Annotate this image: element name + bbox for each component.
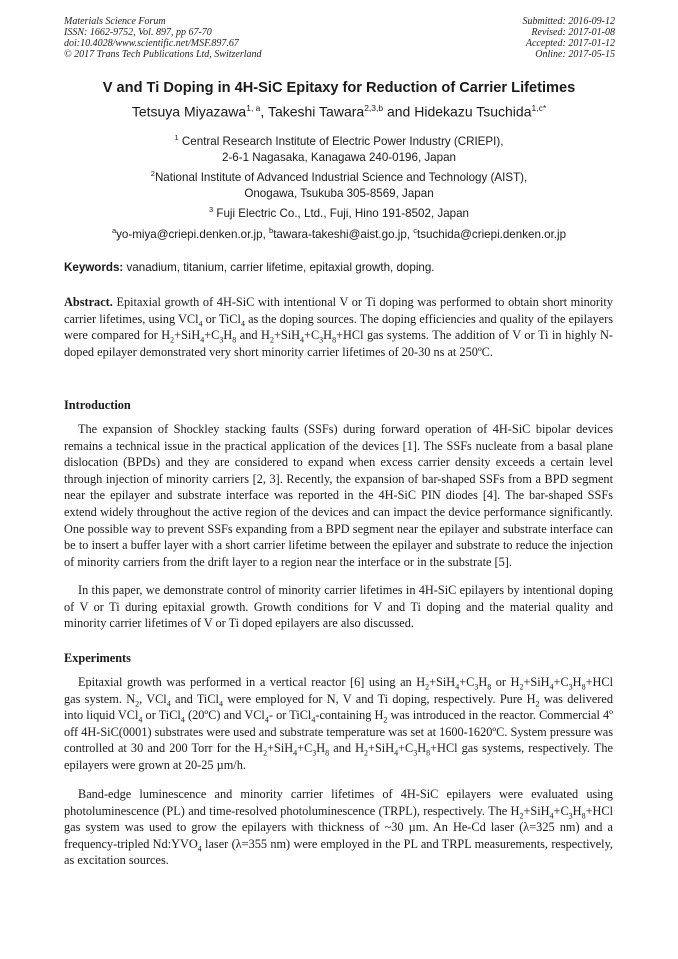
affiliation-3 (0, 202, 678, 222)
abstract-text: Epitaxial growth of 4H-SiC with intentional V or Ti doping was performed to obtain short minority carrier lifetimes, using VCl$_4$ or TiCl$_4$ as the doping sources. The doping efficiencies and quality of the epilayers were compared for $H_2+SiH_4+C_3H_8$ and $H_2+SiH_4+C_3H_8+HCl$ gas systems. The addition of V or Ti in highly N-doped epilayer demonstrated very short minority carrier lifetimes of 20-30 ns at 250ºC. (64, 295, 613, 359)
affiliation-sup: 1 (174, 133, 179, 142)
affiliation-sup: 3 (208, 205, 214, 214)
online-date: Online: 2017-05-15 (535, 49, 615, 60)
author-sup: 1,c* (531, 103, 547, 113)
journal-name: Materials Science Forum (64, 16, 166, 27)
email-link[interactable]: tawara-takeshi@aist.go.jp (273, 227, 407, 241)
email-sup: c (413, 226, 417, 235)
author-sup: 2,3,b (364, 103, 384, 113)
email-list (0, 226, 678, 241)
affiliation-line: Central Research Institute of Electric Power Industry (CRIEPI), (178, 134, 504, 148)
email-separator: , (262, 227, 270, 241)
keywords-text: vanadium, titanium, carrier lifetime, epitaxial growth, doping. (123, 261, 435, 274)
affiliation-sup: 2 (150, 169, 155, 178)
introduction-paragraph-2: In this paper, we demonstrate control of minority carrier lifetimes in 4H-SiC epilayers by intentional doping of V or Ti during epitaxial growth. Growth conditions for V and Ti doping and the material quality and minority carrier lifetimes of V or Ti doped epilayers are also discussed. (64, 583, 613, 631)
paper-title: V and Ti Doping in 4H-SiC Epitaxy for Reduction of Carrier Lifetimes (102, 80, 576, 96)
author-name: Tetsuya Miyazawa (131, 103, 247, 120)
experiments-heading: Experiments (64, 651, 131, 665)
email-sup: a (111, 226, 117, 235)
email-separator: , (406, 227, 414, 241)
publication-dates (523, 16, 616, 60)
issn: ISSN: 1662-9752, Vol. 897, pp 67-70 (64, 27, 212, 38)
doi[interactable]: doi:10.4028/www.scientific.net/MSF.897.67 (64, 38, 239, 49)
email-link[interactable]: yo-miya@criepi.denken.or.jp (116, 227, 263, 241)
journal-info (64, 16, 262, 60)
author-sup: 1, a (246, 103, 261, 113)
copyright: © 2017 Trans Tech Publications Ltd, Switzerland (64, 49, 262, 60)
accepted-date: Accepted: 2017-01-12 (525, 38, 615, 49)
submitted-date: Submitted: 2016-09-12 (522, 16, 615, 27)
keywords (64, 261, 435, 274)
introduction-heading: Introduction (64, 398, 131, 412)
affiliation-2 (0, 166, 678, 202)
affiliation-line: Onogawa, Tsukuba 305-8569, Japan (244, 186, 434, 200)
author-separator: , (260, 103, 268, 120)
author-name: Hidekazu Tsuchida (414, 103, 532, 120)
email-link[interactable]: tsuchida@criepi.denken.or.jp (416, 227, 567, 241)
experiments-paragraph-1: Epitaxial growth was performed in a vertical reactor [6] using an $H_2+SiH_4+C_3H_8$ or $H_2+SiH_4+C_3H_8+HCl$ gas system. $N_2$, VCl$_4$ and TiCl$_4$ were employed for N, V and Ti doping, respectively. Pure $H_2$ was delivered into liquid VCl$_4$ or TiCl$_4$ (20ºC) and VCl$_4$- or TiCl$_4$-containing $H_2$ was introduced in the reactor. Commercial 4º off 4H-SiC(0001) substrates were used and substrate temperature was set at 1600-1620ºC. System pressure was controlled at 30 and 200 Torr for the $H_2+SiH_4+C_3H_8$ and $H_2+SiH_4+C_3H_8+HCl$ gas systems, respectively. The epilayers were grown at 20-25 µm/h. (64, 675, 613, 772)
affiliation-line: National Institute of Advanced Industrial Science and Technology (AIST), (154, 170, 528, 184)
affiliation-1 (0, 130, 678, 166)
abstract (64, 294, 613, 360)
revised-date: Revised: 2017-01-08 (531, 27, 615, 38)
keywords-label: Keywords: (64, 261, 124, 274)
author-name: Takeshi Tawara (267, 103, 365, 120)
affiliation-line: 2-6-1 Nagasaka, Kanagawa 240-0196, Japan (222, 150, 456, 164)
experiments-paragraph-2: Band-edge luminescence and minority carrier lifetimes of 4H-SiC epilayers were evaluated using photoluminescence (PL) and time-resolved photoluminescence (TRPL), respectively. The $H_2+SiH_4+C_3H_8+HCl$ gas system was used to grow the epilayers with thickness of ~30 µm. An He-Cd laser (λ=325 nm) and a frequency-tripled $Nd:YVO_4$ laser (λ=355 nm) were employed in the PL and TRPL measurements, respectively, as excitation sources. (64, 787, 613, 868)
affiliation-line: Fuji Electric Co., Ltd., Fuji, Hino 191-8502, Japan (213, 206, 469, 220)
abstract-label: Abstract. (64, 295, 113, 309)
introduction-paragraph-1: The expansion of Shockley stacking faults (SSFs) during forward operation of 4H-SiC bipolar devices remains a technical issue in the practical application of the devices [1]. The SSFs nucleate from a basal plane dislocation (BPDs) and they are considered to expand when excess carrier density exceeds a certain level through injection of minority carriers [2, 3]. Recently, the expansion of bar-shaped SSFs from a BPD segment near the epilayer and substrate interface was reported in the 4H-SiC PIN diodes [4]. The bar-shaped SSFs extend widely throughout the active region of the devices and can impact the device performance significantly. One possible way to prevent SSFs expanding from a BPD segment near the epilayer and substrate interface can be to insert a buffer layer with a short carrier lifetime between the epilayer and substrate to reduce the injection of minority carriers from the drift layer to a region near the interface or in the substrate [5]. (64, 422, 613, 569)
author-separator: and (383, 103, 415, 120)
author-list (0, 103, 678, 120)
email-sup: b (269, 226, 274, 235)
